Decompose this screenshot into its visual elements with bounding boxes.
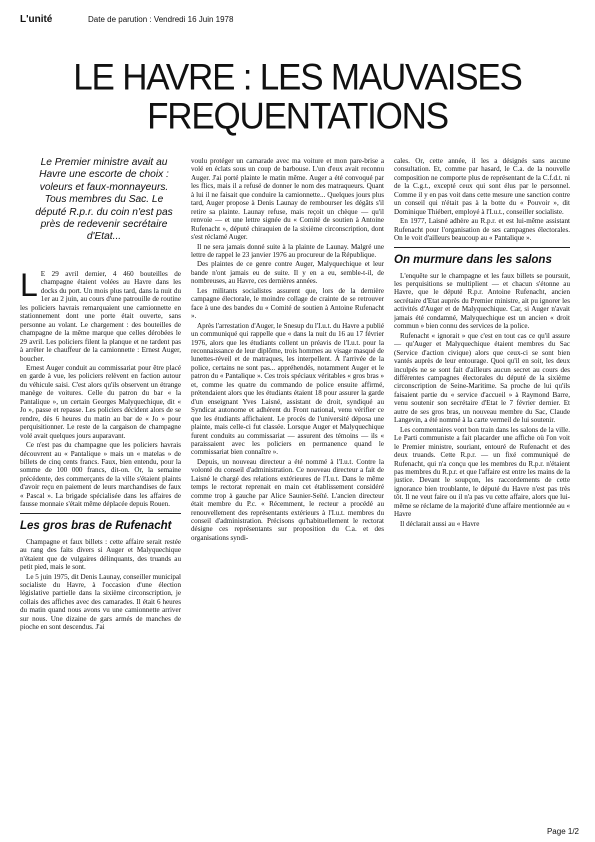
paragraph: Rufenacht « ignorait » que c'est en tout cas ce qu'il assure — qu'Auger et Malyquechique étaient membres du Sac (Service d'action civique) alors que ceux-ci se sont bien vantés auprès de leur entourage. Quoi qu'il en soit, les deux inculpés ne se sont fait d'ailleurs aucun secret au cours des différentes campagnes électorales du député de la sixième circonscription de Seine-Maritime. Sa proche de lui qu'ils faisaient partie du « service d'accueil » à Raymond Barre, venu soutenir son secrétaire d'Etat le 7 février dernier. Et autre de ses gros bras, un nouveau membre du Sac, Claude Langevin, a été nommé à la carte vermeil de lui soutenir. — [394, 331, 570, 425]
paragraph: Il ne sera jamais donné suite à la plainte de Launay. Malgré une lettre de rappel le 23 janvier 1976 au procureur de la République. — [191, 242, 384, 259]
column-2 — [191, 157, 384, 827]
publication-name: L'unité — [20, 14, 53, 25]
paragraph: E 29 avril dernier, 4 460 bouteilles de champagne étaient volées au Havre dans les docks du port. Un mois plus tard, dans la nuit du 1er au 2 juin, au cours d'une patrouille de routine les policiers havrais remarquaient une camionnette en stationnement dont une porte était ouverte, sans personne au volant. Le chargement : des bouteilles de champagne de la même marque que celles dérobées le 29 avril. Les policiers filent la planque et ne tardent pas à arrêter le chauffeur de la camionnette : Ernest Auger, boucher. — [20, 270, 181, 363]
subheading: Les gros bras de Rufenacht — [20, 519, 172, 532]
title-line-1: LE HAVRE : LES MAUVAISES — [73, 57, 522, 99]
publication-date: Date de parution : Vendredi 16 Juin 1978 — [88, 15, 234, 24]
paragraph: Champagne et faux billets : cette affaire serait restée au rang des faits divers si Auger et Malyquechique n'étaient que de vulgaires délinquants, des truands au petit pied, mais le sont. — [20, 537, 181, 572]
paragraph: Ernest Auger conduit au commissariat pour être placé en garde à vue, les policiers relèvent en faction autour du véhicule saisi. C'est alors qu'ils observent un étrange manège de voitures. Celle du patron du bar « la Pantalique », un certain Georges Malyquechique, dit « Jo », passe et repasse. Les policiers décident alors de se rendre, dès 6 heures du matin au bar de « Jo » pour perquisitionner. Le reste de la cargaison de champagne volé avait quelques jours auparavant. — [20, 363, 181, 440]
page-number: Page 1/2 — [546, 827, 579, 836]
column-1 — [20, 270, 181, 830]
page-header — [20, 14, 575, 28]
paragraph: Après l'arrestation d'Auger, le Snesup du l'I.u.t. du Havre a publié un communiqué qui rappelle que « dans la nuit du 16 au 17 février 1976, alors que les étudiants collent un préavis de l'I.u.t. pour la reconnaissance de leur diplôme, trois hommes au visage masqué de lunettes-réveil et de matraques, les interpellent. À l'arrivée de la police, certains ne sont pas... appréhendés, notamment Auger et le patron du « Pantalique ». Ces trois spéciaux véritables « gros bras » et, comme les quatre du commando de police ensuite affirmé, prétendaient alors que les étudiants étaient 18 pour assurer la garde d'un enseignant Yves Laisné, assistant de droit, syndiqué au Syndicat autonome et adhérent du Front national, venu vérifier ce que les étudiants affichaient. Le procès de l'université déposa une plainte, mais celle-ci fut classée. Lorsque Auger et Malyquechique furent conduits au commissariat — assurent des témoins — ils « paraissaient avec les policiers en permanence quand le commissariat bien connaître ». — [191, 321, 384, 457]
section-rule — [20, 513, 181, 514]
paragraph: En 1977, Laisné adhère au R.p.r. et est lui-même assistant Rufenacht pour l'organisation de ses campagnes électorales. On le voit d'ailleurs beaucoup au « Pantalique ». — [394, 217, 570, 243]
paragraph: Le 5 juin 1975, dit Denis Launay, conseiller municipal socialiste du Havre, à l'occasion d'une élection législative partielle dans la sixième circonscription, je collais des affiches avec des camarades. Il était 6 heures du matin quand nous avons vu une camionnette arriver sur nous. Une dizaine de gars armés de manches de pioche en sont descendus. J'ai — [20, 572, 181, 632]
column-3 — [394, 157, 570, 827]
paragraph: Ce n'est pas du champagne que les policiers havrais découvrent au « Pantalique » mais un « matelas » de billets de cinq cents francs. Faux, bien entendu, pour la somme de 100 000 francs, dit-on. Or, la semaine précédente, des commerçants de la ville s'étaient plaints d'avoir reçu en paiement de leurs marchandises de faux « Pascal ». La brigade spécialisée dans les affaires de fausse monnaie s'était même déplacée depuis Rouen. — [20, 441, 181, 509]
paragraph: Les militants socialistes assurent que, lors de la dernière campagne électorale, le moindre collage de crainte de se retrouver face à une des bandes du « Comité de soutien à Antoine Rufenacht ». — [191, 286, 384, 321]
paragraph: Les commentaires vont bon train dans les salons de la ville. Le Parti communiste a fait placarder une affiche où l'on voit le Premier ministre, souriant, entouré de Rufenacht et des deux truands. Cette R.p.r. — un fixé communiqué de Rufenacht, qui n'a conçu que les membres du R.p.r. n'étaient pas membres du R.p.r. et que l'affaire est entre les mains de la justice. Devant le soupçon, les raccordements de cette ignorance bien troublante, le député du Havre n'est pas très tôt. Il ne veut faire ou il n'a pas vu cette affaire, alors que lui-même se réclame de la majorité d'une affaire mentionnée au « Havre — [394, 425, 570, 519]
paragraph: Des plaintes de ce genre contre Auger, Malyquechique et leur bande n'ont jamais eu de suite. Il y en a eu, semble-t-il, de nombreuses, au Havre, ces dernières années. — [191, 260, 384, 286]
title-line-2: FREQUENTATIONS — [147, 95, 448, 137]
subheading: On murmure dans les salons — [394, 253, 552, 266]
drop-cap: L — [20, 270, 38, 303]
paragraph: cales. Or, cette année, il les a désignés sans aucune consultation. Et, comme par hasard, le C.a. de la nouvelle composition ne comporte plus de représentant de la C.f.d.t. ni de la C.g.t., excepté ceux qui sont élus par le personnel. Comme il y en pas voit dans cette mesure une sanction contre un conseil qui n'était pas à la botte du « Pouvoir », dit Dominique Thiébert, employé à l'I.u.t., conseiller socialiste. — [394, 157, 570, 216]
paragraph: Il déclarait aussi au « Havre — [400, 519, 480, 528]
paragraph: Depuis, un nouveau directeur a été nommé à l'I.u.t. Contre la volonté du conseil d'administration. Ce nouveau directeur a fait de Laisné le chargé des relations extérieures de l'I.u.t. Dans le même temps le rectorat reprenait en main cet établissement considéré comme trop à gauche par Alice Saunier-Seïté. L'ancien directeur était membre du P.c. « Récemment, le recteur a procédé au renouvellement des représentants extérieurs à l'I.u.t. membres du conseil d'administration. Précisons qu'habituellement le rectorat désigne ces représentants sur proposition du C.a. et des organisations syndi- — [191, 457, 384, 542]
section-rule — [394, 247, 570, 248]
paragraph: voulu protéger un camarade avec ma voiture et mon pare-brise a volé en éclats sous un coup de barbouse. L'un d'eux avait reconnu Auger. J'ai porté plainte le matin même. Auger a été convoqué par les flics, mais il a refusé de donner le nom des matraqueurs. Quant à lui il ne faisait que conduire la camionnette... Quelques jours plus tard, Auger propose à Denis Launay de rembourser les dégâts s'il retire sa plainte. Launay refuse, mais reçoit un chèque — qu'il renvoie — et une lettre signée du « Comité de soutien à Antoine Rufenacht », député chiraquien de la sixième circonscription, dont s'est réclamé Auger. — [191, 157, 384, 242]
paragraph: L'enquête sur le champagne et les faux billets se poursuit, les perquisitions se multiplient — et chacun s'étonne au Havre, que le député R.p.r. Antoine Rufenacht, ancien secrétaire d'Etat auprès du Premier ministre, ait pu ignorer les activités d'Auger et de Malyquechique. Car, si Auger n'avait jamais été condamné, Malyquechique est un ancien « droit commun » bien connu des services de la police. — [394, 271, 570, 331]
article-lead: Le Premier ministre avait au Havre une escorte de choix : voleurs et faux-monnayeurs. Tous membres du Sac. Le député R.p.r. du coin n'est pas près de redevenir secrétaire d'Etat... — [35, 157, 173, 243]
article-title — [30, 58, 565, 136]
